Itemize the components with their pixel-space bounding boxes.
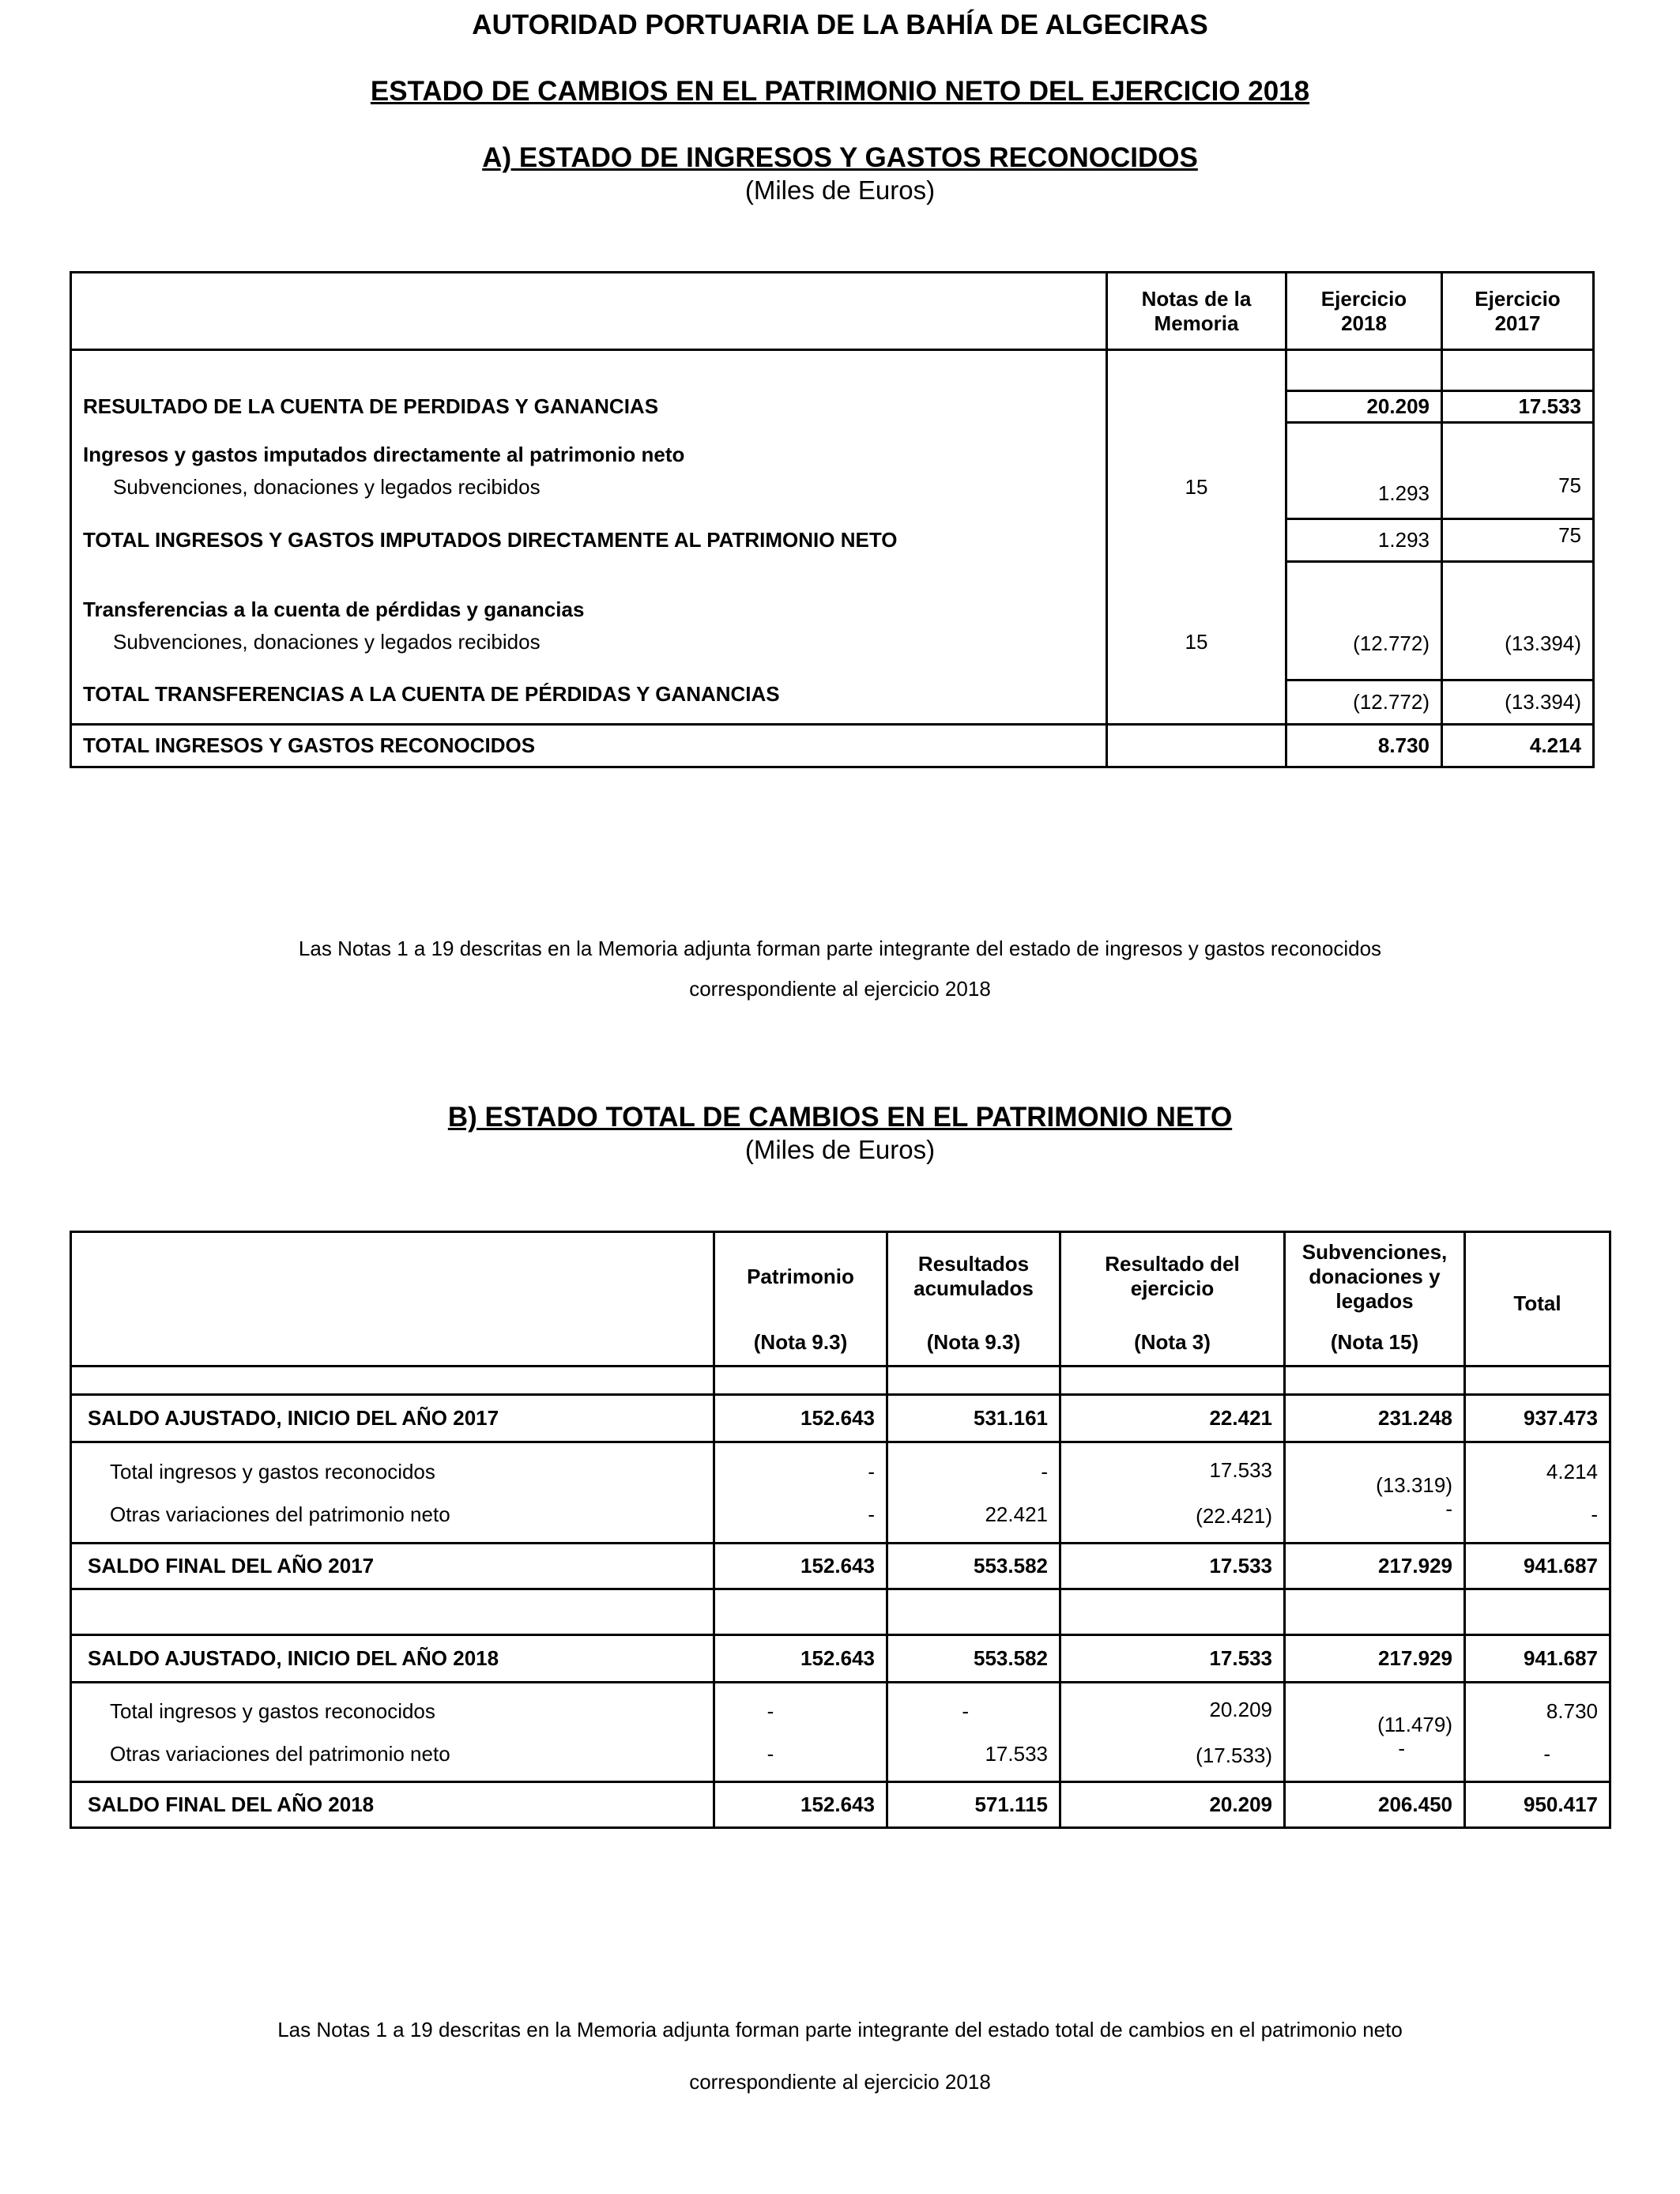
cell-value: 4.214 [1546, 1459, 1598, 1483]
cell-value: 553.582 [887, 1635, 1060, 1683]
table-row-group [71, 1442, 1610, 1544]
table-row [71, 467, 1594, 519]
row-label: Subvenciones, donaciones y legados recibidos [113, 474, 541, 499]
table-ingresos-gastos [70, 271, 1595, 768]
cell-value: - [962, 1698, 969, 1723]
cell-value: 17.533 [1060, 1635, 1285, 1683]
cell-value: - [1041, 1459, 1048, 1483]
cell-value: 152.643 [714, 1544, 887, 1589]
row-label: SALDO AJUSTADO, INICIO DEL AÑO 2018 [71, 1635, 714, 1683]
cell-value: 553.582 [887, 1544, 1060, 1589]
row-label: Otras variaciones del patrimonio neto [110, 1741, 450, 1766]
cell-value: - [1543, 1741, 1550, 1766]
cell-value: 75 [1442, 467, 1594, 519]
row-label-group [71, 1442, 714, 1544]
cell-value: 1.293 [1286, 519, 1442, 562]
cell-value: 937.473 [1465, 1395, 1610, 1442]
row-label: Subvenciones, donaciones y legados recibidos [113, 629, 541, 654]
cell-value: (13.394) [1442, 625, 1594, 680]
table-row [71, 562, 1594, 625]
row-label: SALDO FINAL DEL AÑO 2017 [71, 1544, 714, 1589]
table-row [71, 1635, 1610, 1683]
section-a-title: A) ESTADO DE INGRESOS Y GASTOS RECONOCIDOS [482, 142, 1198, 173]
cell-value: 152.643 [714, 1635, 887, 1683]
row-label: RESULTADO DE LA CUENTA DE PERDIDAS Y GANANCIAS [83, 394, 659, 418]
row-label: Otras variaciones del patrimonio neto [110, 1502, 450, 1526]
row-label: Total ingresos y gastos reconocidos [110, 1459, 435, 1483]
col-note: (Nota 15) [1285, 1321, 1465, 1367]
row-label: TOTAL TRANSFERENCIAS A LA CUENTA DE PÉRDIDAS Y GANANCIAS [83, 681, 780, 706]
table-row [71, 423, 1594, 467]
cell-value: 8.730 [1546, 1698, 1598, 1723]
cell-nota: 15 [1107, 467, 1286, 519]
row-label: SALDO AJUSTADO, INICIO DEL AÑO 2017 [71, 1395, 714, 1442]
col-header-2018: Ejercicio 2018 [1286, 273, 1442, 350]
table-row-group [71, 1683, 1610, 1782]
footnote-b-line1: Las Notas 1 a 19 descritas en la Memoria adjunta forman parte integrante del estado total de cambios en el patrimonio neto [277, 2018, 1403, 2041]
row-heading: Ingresos y gastos imputados directamente al patrimonio neto [83, 442, 685, 466]
col-header-subvenciones: Subvenciones, donaciones y legados [1285, 1232, 1465, 1321]
table-header-row [71, 1232, 1610, 1321]
cell-value: 1.293 [1286, 467, 1442, 519]
cell-value: 217.929 [1285, 1544, 1465, 1589]
row-label: TOTAL INGRESOS Y GASTOS RECONOCIDOS [71, 725, 1107, 767]
table-row-total [71, 725, 1594, 767]
row-heading: Transferencias a la cuenta de pérdidas y ganancias [83, 597, 585, 621]
table-row [71, 350, 1594, 391]
cell-value: 4.214 [1442, 725, 1594, 767]
cell-value: (13.394) [1442, 680, 1594, 725]
table-row [71, 1589, 1610, 1635]
cell-value: - [1591, 1502, 1598, 1526]
col-note: (Nota 9.3) [887, 1321, 1060, 1367]
document-title: ESTADO DE CAMBIOS EN EL PATRIMONIO NETO DEL EJERCICIO 2018 [370, 76, 1310, 107]
cell-value: - [1445, 1496, 1452, 1521]
cell-value: 941.687 [1465, 1635, 1610, 1683]
table-row [71, 1367, 1610, 1395]
col-header-resultados: Resultados acumulados [887, 1232, 1060, 1321]
cell-value: 17.533 [1060, 1544, 1285, 1589]
col-header-2017: Ejercicio 2017 [1442, 273, 1594, 350]
cell-value: 152.643 [714, 1782, 887, 1828]
cell-value: (11.479) [1377, 1712, 1452, 1736]
cell-value: 20.209 [1209, 1697, 1272, 1721]
col-header-patrimonio: Patrimonio [714, 1232, 887, 1321]
footnote-a-line1: Las Notas 1 a 19 descritas en la Memoria adjunta forman parte integrante del estado de ingresos y gastos reconocidos [298, 937, 1382, 960]
cell-value: 531.161 [887, 1395, 1060, 1442]
cell-value: 950.417 [1465, 1782, 1610, 1828]
col-header-resultado-ejercicio: Resultado del ejercicio [1060, 1232, 1285, 1321]
cell-value: 217.929 [1285, 1635, 1465, 1683]
row-label: TOTAL INGRESOS Y GASTOS IMPUTADOS DIRECTAMENTE AL PATRIMONIO NETO [83, 528, 898, 552]
cell-value: (22.421) [1196, 1503, 1272, 1528]
table-row [71, 1544, 1610, 1589]
cell-value: 22.421 [1060, 1395, 1285, 1442]
cell-value: (13.319) [1376, 1472, 1452, 1497]
row-label-group [71, 1683, 714, 1782]
cell-value: 231.248 [1285, 1395, 1465, 1442]
table-header-notes-row [71, 1321, 1610, 1367]
col-note: (Nota 9.3) [714, 1321, 887, 1367]
cell-value: - [767, 1698, 774, 1723]
table-row [71, 1782, 1610, 1828]
cell-value: (12.772) [1286, 680, 1442, 725]
table-header-row [71, 273, 1594, 350]
section-a-unit: (Miles de Euros) [744, 175, 936, 205]
cell-value: 941.687 [1465, 1544, 1610, 1589]
cell-value: - [767, 1741, 774, 1766]
row-label: Total ingresos y gastos reconocidos [110, 1698, 435, 1723]
table-row [71, 391, 1594, 423]
section-b-unit: (Miles de Euros) [744, 1135, 936, 1164]
cell-value: 17.533 [1209, 1457, 1272, 1482]
cell-value: 17.533 [985, 1741, 1048, 1766]
cell-value: (17.533) [1196, 1743, 1272, 1767]
table-row [71, 1395, 1610, 1442]
cell-value: - [868, 1459, 875, 1483]
cell-value: - [868, 1502, 875, 1526]
cell-value: 20.209 [1060, 1782, 1285, 1828]
table-cambios-patrimonio [70, 1231, 1611, 1829]
cell-value: 8.730 [1286, 725, 1442, 767]
col-note: (Nota 3) [1060, 1321, 1285, 1367]
org-title: AUTORIDAD PORTUARIA DE LA BAHÍA DE ALGECIRAS [472, 9, 1208, 40]
section-b-title: B) ESTADO TOTAL DE CAMBIOS EN EL PATRIMONIO NETO [447, 1102, 1233, 1133]
cell-value: 17.533 [1442, 391, 1594, 423]
cell-value: - [1398, 1736, 1405, 1760]
col-header-notas: Notas de la Memoria [1107, 273, 1286, 350]
row-label: SALDO FINAL DEL AÑO 2018 [71, 1782, 714, 1828]
cell-value: 206.450 [1285, 1782, 1465, 1828]
footnote-b-line2: correspondiente al ejercicio 2018 [689, 2070, 991, 2094]
table-row [71, 519, 1594, 562]
col-header-total: Total [1465, 1232, 1610, 1321]
footnote-a-line2: correspondiente al ejercicio 2018 [689, 977, 991, 1001]
cell-value: 152.643 [714, 1395, 887, 1442]
cell-value: 22.421 [985, 1502, 1048, 1526]
cell-value: (12.772) [1286, 625, 1442, 680]
cell-nota: 15 [1107, 625, 1286, 680]
table-row [71, 625, 1594, 680]
cell-value: 571.115 [887, 1782, 1060, 1828]
table-row [71, 680, 1594, 725]
cell-value: 20.209 [1286, 391, 1442, 423]
cell-value: 75 [1442, 519, 1594, 562]
